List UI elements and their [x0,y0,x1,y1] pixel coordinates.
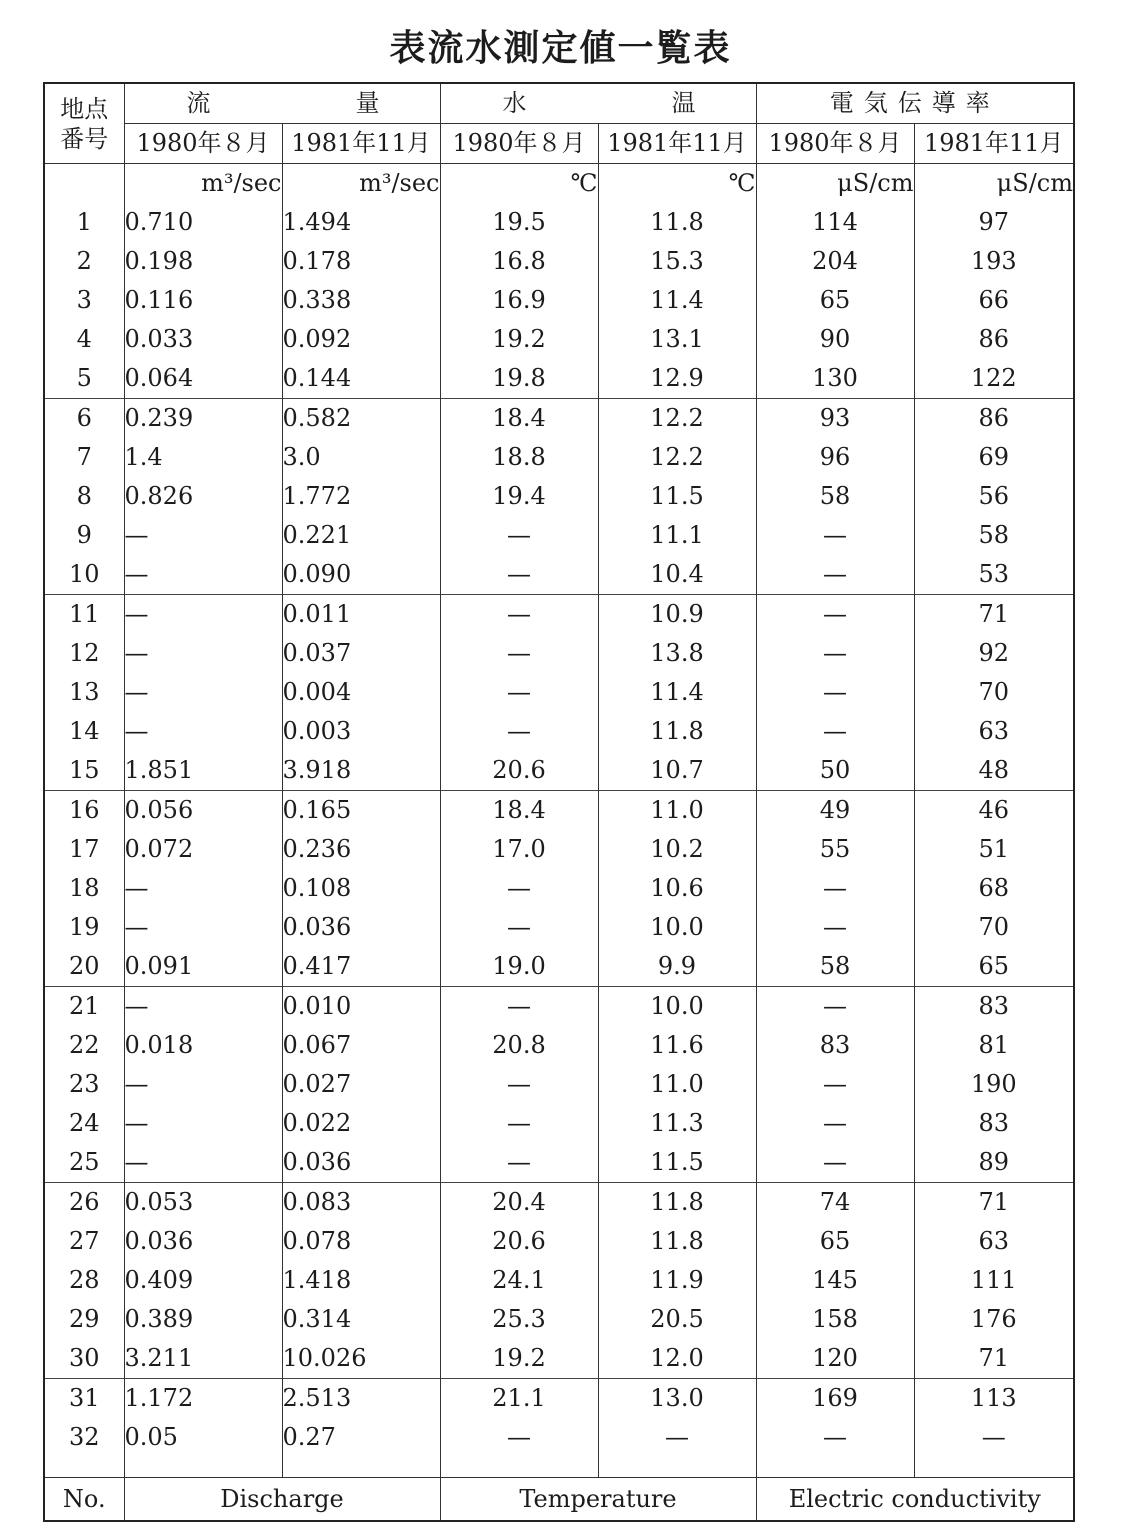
point-number-cell: 25 [44,1143,124,1183]
point-number-cell: 2 [44,242,124,281]
temperature-1981-cell: 10.4 [598,555,756,595]
conductivity-1980-cell: — [756,1418,914,1457]
temperature-1980-cell: — [440,555,598,595]
table-row [44,1026,1074,1065]
discharge-1980-cell: 0.033 [124,320,282,359]
table-row [44,947,1074,987]
temperature-1981-cell: 10.7 [598,751,756,791]
period-header: 1980年８月 [756,124,914,164]
point-number-cell: 6 [44,399,124,439]
discharge-1980-cell: 0.116 [124,281,282,320]
temperature-group-header [440,83,756,124]
point-number-cell: 22 [44,1026,124,1065]
unit-label: μS/cm [914,164,1074,204]
discharge-1981-cell: 3.0 [282,438,440,477]
temperature-1980-cell: 18.4 [440,791,598,831]
period-header: 1981年11月 [598,124,756,164]
discharge-1980-cell: 3.211 [124,1339,282,1379]
conductivity-1981-cell: 71 [914,1183,1074,1223]
table-row [44,1104,1074,1143]
point-number-cell: 32 [44,1418,124,1457]
discharge-1980-cell: 0.05 [124,1418,282,1457]
point-number-cell: 11 [44,595,124,635]
temperature-1981-cell: 13.1 [598,320,756,359]
period-header: 1981年11月 [914,124,1074,164]
table-row [44,751,1074,791]
temperature-1981-cell: 11.5 [598,477,756,516]
discharge-1980-cell: — [124,908,282,947]
discharge-1981-cell: 0.165 [282,791,440,831]
conductivity-1980-cell: 74 [756,1183,914,1223]
point-number-cell: 12 [44,634,124,673]
discharge-1981-cell: 1.772 [282,477,440,516]
table-row [44,987,1074,1027]
point-number-cell: 19 [44,908,124,947]
temperature-1981-cell: 11.5 [598,1143,756,1183]
point-label-1: 地点 [60,94,109,123]
temperature-1981-cell: 12.2 [598,438,756,477]
table-row [44,203,1074,242]
temperature-1981-cell: 11.8 [598,1183,756,1223]
conductivity-1981-cell: 86 [914,399,1074,439]
point-number-cell: 31 [44,1379,124,1419]
conductivity-1980-cell: 93 [756,399,914,439]
spacer-cell [282,1457,440,1478]
conductivity-1981-cell: 70 [914,673,1074,712]
table-row [44,320,1074,359]
discharge-1981-cell: 1.494 [282,203,440,242]
table-row [44,1143,1074,1183]
temperature-1981-cell: 13.0 [598,1379,756,1419]
units-row [44,164,1074,204]
temperature-1980-cell: 19.0 [440,947,598,987]
table-row [44,869,1074,908]
temperature-1980-cell: 20.4 [440,1183,598,1223]
table-row [44,1065,1074,1104]
table-row [44,399,1074,439]
temperature-1980-cell: — [440,595,598,635]
temperature-1981-cell: 11.0 [598,1065,756,1104]
conductivity-1980-cell: 114 [756,203,914,242]
discharge-1980-cell: — [124,869,282,908]
point-number-cell: 5 [44,359,124,399]
temperature-1980-cell: 19.5 [440,203,598,242]
discharge-1981-cell: 0.314 [282,1300,440,1339]
discharge-1980-cell: 0.409 [124,1261,282,1300]
conductivity-1981-cell: 190 [914,1065,1074,1104]
temperature-1980-cell: 20.8 [440,1026,598,1065]
table-row [44,1183,1074,1223]
temperature-1980-cell: 25.3 [440,1300,598,1339]
discharge-1981-cell: 10.026 [282,1339,440,1379]
point-label-2: 番号 [60,124,109,153]
point-number-header [44,83,124,164]
conductivity-1981-cell: 58 [914,516,1074,555]
conductivity-1980-cell: — [756,987,914,1027]
temperature-1981-cell: 11.4 [598,673,756,712]
conductivity-1980-cell: — [756,555,914,595]
temperature-1980-cell: 19.2 [440,320,598,359]
conductivity-1981-cell: 92 [914,634,1074,673]
point-number-cell: 20 [44,947,124,987]
discharge-1981-cell: 0.092 [282,320,440,359]
temperature-1980-cell: — [440,1418,598,1457]
table-row [44,1339,1074,1379]
conductivity-1981-cell: — [914,1418,1074,1457]
point-number-cell: 21 [44,987,124,1027]
conductivity-1980-cell: — [756,1104,914,1143]
conductivity-1980-cell: 55 [756,830,914,869]
conductivity-1980-cell: 145 [756,1261,914,1300]
discharge-1981-cell: 0.078 [282,1222,440,1261]
conductivity-group-header [756,83,1074,124]
temperature-1981-cell: 10.0 [598,908,756,947]
temperature-1981-cell: 11.9 [598,1261,756,1300]
point-number-cell: 15 [44,751,124,791]
point-number-cell: 17 [44,830,124,869]
temperature-1980-cell: — [440,673,598,712]
discharge-1981-cell: 0.004 [282,673,440,712]
temperature-1980-cell: 20.6 [440,1222,598,1261]
temperature-1980-cell: 17.0 [440,830,598,869]
discharge-1980-cell: — [124,1065,282,1104]
conductivity-1980-cell: — [756,1065,914,1104]
temperature-1981-cell: — [598,1418,756,1457]
discharge-1980-cell: — [124,555,282,595]
temperature-1981-cell: 10.2 [598,830,756,869]
table-row [44,516,1074,555]
table-row [44,1379,1074,1419]
discharge-1980-cell: 0.018 [124,1026,282,1065]
discharge-1981-cell: 0.067 [282,1026,440,1065]
unit-label: m³/sec [124,164,282,204]
header-row-periods [44,124,1074,164]
table-row [44,359,1074,399]
table-row [44,438,1074,477]
conductivity-1981-cell: 63 [914,1222,1074,1261]
discharge-1980-cell: 0.198 [124,242,282,281]
point-number-cell: 16 [44,791,124,831]
discharge-group-header [124,83,440,124]
conductivity-1981-cell: 65 [914,947,1074,987]
temperature-1981-cell: 12.0 [598,1339,756,1379]
discharge-1981-cell: 0.011 [282,595,440,635]
conductivity-1980-cell: 204 [756,242,914,281]
table-row [44,281,1074,320]
discharge-1981-cell: 0.417 [282,947,440,987]
point-number-cell: 18 [44,869,124,908]
discharge-1981-cell: 1.418 [282,1261,440,1300]
discharge-1980-cell: 0.389 [124,1300,282,1339]
conductivity-1980-cell: — [756,869,914,908]
table-row [44,634,1074,673]
conductivity-1980-cell: — [756,634,914,673]
conductivity-1981-cell: 193 [914,242,1074,281]
conductivity-1980-cell: — [756,908,914,947]
conductivity-1980-cell: 130 [756,359,914,399]
table-row [44,1222,1074,1261]
discharge-1981-cell: 0.036 [282,908,440,947]
conductivity-1981-cell: 70 [914,908,1074,947]
table-row [44,673,1074,712]
temperature-1980-cell: 19.4 [440,477,598,516]
unit-blank [44,164,124,204]
conductivity-1981-cell: 69 [914,438,1074,477]
discharge-1981-cell: 0.003 [282,712,440,751]
table-row [44,712,1074,751]
spacer-cell [44,1457,124,1478]
discharge-1980-cell: — [124,595,282,635]
discharge-1981-cell: 3.918 [282,751,440,791]
conductivity-1981-cell: 66 [914,281,1074,320]
temperature-1980-cell: 21.1 [440,1379,598,1419]
discharge-1980-cell: — [124,1104,282,1143]
temperature-1980-cell: — [440,1065,598,1104]
temperature-1981-cell: 11.0 [598,791,756,831]
spacer-row [44,1457,1074,1478]
conductivity-1980-cell: — [756,673,914,712]
temperature-1980-cell: 19.8 [440,359,598,399]
point-number-cell: 14 [44,712,124,751]
period-header: 1980年８月 [440,124,598,164]
point-number-cell: 29 [44,1300,124,1339]
footer-row [44,1478,1074,1522]
discharge-char-2: 量 [355,89,380,117]
temperature-1980-cell: — [440,908,598,947]
discharge-1980-cell: 0.072 [124,830,282,869]
point-number-cell: 7 [44,438,124,477]
discharge-1981-cell: 0.338 [282,281,440,320]
period-header: 1980年８月 [124,124,282,164]
temperature-1981-cell: 12.9 [598,359,756,399]
temperature-1980-cell: — [440,1104,598,1143]
temperature-1981-cell: 11.1 [598,516,756,555]
discharge-1981-cell: 0.582 [282,399,440,439]
conductivity-1980-cell: 65 [756,1222,914,1261]
temperature-1981-cell: 11.8 [598,712,756,751]
discharge-1981-cell: 0.108 [282,869,440,908]
conductivity-1981-cell: 89 [914,1143,1074,1183]
conductivity-1980-cell: 50 [756,751,914,791]
footer-no: No. [44,1478,124,1522]
conductivity-1981-cell: 81 [914,1026,1074,1065]
discharge-1980-cell: 1.172 [124,1379,282,1419]
footer-conductivity: Electric conductivity [756,1478,1074,1522]
temperature-char-1: 水 [502,89,527,117]
point-number-cell: 30 [44,1339,124,1379]
footer-temperature: Temperature [440,1478,756,1522]
conductivity-label: 電気伝導率 [829,89,1000,117]
footer-discharge: Discharge [124,1478,440,1522]
conductivity-1980-cell: — [756,516,914,555]
discharge-1981-cell: 0.090 [282,555,440,595]
discharge-1981-cell: 2.513 [282,1379,440,1419]
temperature-1981-cell: 11.3 [598,1104,756,1143]
conductivity-1981-cell: 86 [914,320,1074,359]
conductivity-1981-cell: 97 [914,203,1074,242]
temperature-1981-cell: 11.8 [598,1222,756,1261]
discharge-1980-cell: 1.851 [124,751,282,791]
discharge-1980-cell: 0.036 [124,1222,282,1261]
conductivity-1980-cell: — [756,1143,914,1183]
temperature-1980-cell: 20.6 [440,751,598,791]
discharge-1980-cell: 0.064 [124,359,282,399]
header-row-groups [44,83,1074,124]
temperature-1980-cell: 18.4 [440,399,598,439]
period-header: 1981年11月 [282,124,440,164]
temperature-1981-cell: 10.6 [598,869,756,908]
discharge-1980-cell: — [124,987,282,1027]
temperature-1980-cell: 18.8 [440,438,598,477]
conductivity-1981-cell: 83 [914,987,1074,1027]
temperature-1981-cell: 11.6 [598,1026,756,1065]
point-number-cell: 10 [44,555,124,595]
conductivity-1980-cell: — [756,595,914,635]
point-number-cell: 23 [44,1065,124,1104]
conductivity-1980-cell: 120 [756,1339,914,1379]
unit-label: μS/cm [756,164,914,204]
point-number-cell: 26 [44,1183,124,1223]
discharge-1981-cell: 0.178 [282,242,440,281]
conductivity-1980-cell: 58 [756,477,914,516]
temperature-1980-cell: — [440,987,598,1027]
discharge-1980-cell: — [124,712,282,751]
conductivity-1980-cell: 58 [756,947,914,987]
temperature-1981-cell: 13.8 [598,634,756,673]
discharge-1981-cell: 0.022 [282,1104,440,1143]
discharge-1981-cell: 0.236 [282,830,440,869]
conductivity-1981-cell: 122 [914,359,1074,399]
temperature-1980-cell: 19.2 [440,1339,598,1379]
table-body [44,83,1074,1521]
conductivity-1980-cell: 96 [756,438,914,477]
point-number-cell: 1 [44,203,124,242]
temperature-1981-cell: 10.9 [598,595,756,635]
measurement-table [43,82,1075,1522]
unit-label: ℃ [440,164,598,204]
conductivity-1981-cell: 51 [914,830,1074,869]
temperature-char-2: 温 [671,89,696,117]
discharge-1981-cell: 0.083 [282,1183,440,1223]
conductivity-1980-cell: 65 [756,281,914,320]
temperature-1980-cell: — [440,634,598,673]
temperature-1981-cell: 12.2 [598,399,756,439]
spacer-cell [914,1457,1074,1478]
unit-label: m³/sec [282,164,440,204]
conductivity-1981-cell: 111 [914,1261,1074,1300]
discharge-1981-cell: 0.010 [282,987,440,1027]
table-row [44,477,1074,516]
point-number-cell: 8 [44,477,124,516]
temperature-1980-cell: 16.8 [440,242,598,281]
discharge-1980-cell: — [124,673,282,712]
discharge-1980-cell: — [124,634,282,673]
conductivity-1980-cell: — [756,712,914,751]
discharge-1980-cell: — [124,516,282,555]
temperature-1981-cell: 10.0 [598,987,756,1027]
table-row [44,1418,1074,1457]
discharge-1980-cell: 0.826 [124,477,282,516]
conductivity-1981-cell: 63 [914,712,1074,751]
discharge-1980-cell: 0.239 [124,399,282,439]
discharge-1980-cell: — [124,1143,282,1183]
conductivity-1981-cell: 48 [914,751,1074,791]
table-row [44,908,1074,947]
page-title: 表流水測定値一覧表 [389,28,732,69]
discharge-1981-cell: 0.144 [282,359,440,399]
temperature-1980-cell: — [440,1143,598,1183]
temperature-1980-cell: — [440,869,598,908]
conductivity-1981-cell: 53 [914,555,1074,595]
conductivity-1981-cell: 83 [914,1104,1074,1143]
discharge-1981-cell: 0.036 [282,1143,440,1183]
temperature-1981-cell: 11.4 [598,281,756,320]
conductivity-1980-cell: 90 [756,320,914,359]
point-number-cell: 3 [44,281,124,320]
temperature-1981-cell: 20.5 [598,1300,756,1339]
conductivity-1981-cell: 176 [914,1300,1074,1339]
table-row [44,555,1074,595]
discharge-1981-cell: 0.221 [282,516,440,555]
temperature-1980-cell: — [440,712,598,751]
conductivity-1981-cell: 46 [914,791,1074,831]
discharge-1981-cell: 0.27 [282,1418,440,1457]
conductivity-1980-cell: 49 [756,791,914,831]
conductivity-1980-cell: 158 [756,1300,914,1339]
unit-label: ℃ [598,164,756,204]
temperature-1980-cell: — [440,516,598,555]
table-row [44,1261,1074,1300]
point-number-cell: 13 [44,673,124,712]
conductivity-1980-cell: 83 [756,1026,914,1065]
discharge-1981-cell: 0.037 [282,634,440,673]
discharge-char-1: 流 [186,89,211,117]
temperature-1981-cell: 9.9 [598,947,756,987]
point-number-cell: 24 [44,1104,124,1143]
conductivity-1980-cell: 169 [756,1379,914,1419]
spacer-cell [440,1457,598,1478]
temperature-1981-cell: 11.8 [598,203,756,242]
discharge-1981-cell: 0.027 [282,1065,440,1104]
spacer-cell [598,1457,756,1478]
discharge-1980-cell: 0.710 [124,203,282,242]
point-number-cell: 27 [44,1222,124,1261]
conductivity-1981-cell: 113 [914,1379,1074,1419]
discharge-1980-cell: 0.056 [124,791,282,831]
discharge-1980-cell: 1.4 [124,438,282,477]
point-number-cell: 28 [44,1261,124,1300]
conductivity-1981-cell: 71 [914,595,1074,635]
table-row [44,595,1074,635]
conductivity-1981-cell: 56 [914,477,1074,516]
point-number-cell: 4 [44,320,124,359]
spacer-cell [124,1457,282,1478]
temperature-1980-cell: 24.1 [440,1261,598,1300]
table-row [44,242,1074,281]
temperature-1981-cell: 15.3 [598,242,756,281]
discharge-1980-cell: 0.053 [124,1183,282,1223]
temperature-1980-cell: 16.9 [440,281,598,320]
table-row [44,830,1074,869]
table-row [44,1300,1074,1339]
conductivity-1981-cell: 68 [914,869,1074,908]
point-number-cell: 9 [44,516,124,555]
discharge-1980-cell: 0.091 [124,947,282,987]
spacer-cell [756,1457,914,1478]
conductivity-1981-cell: 71 [914,1339,1074,1379]
table-row [44,791,1074,831]
